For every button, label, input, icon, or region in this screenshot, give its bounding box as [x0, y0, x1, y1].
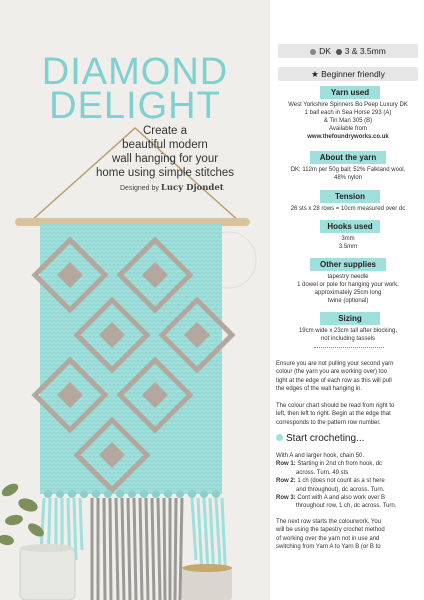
subtitle-line: home using simple stitches — [95, 167, 235, 179]
supply-line: 1 dowel or pole for hanging your work, — [297, 282, 399, 288]
para-line: switching from Yarn A to Yarn B (or B to — [276, 544, 381, 551]
about-yarn-line: 48% nylon — [333, 175, 363, 181]
note-paragraph — [276, 360, 424, 394]
other-supplies-heading: Other supplies — [310, 258, 386, 271]
para-line: colour (the yarn you are working over) too — [276, 369, 388, 376]
bullet-icon — [276, 434, 283, 441]
supply-line: twine (optional) — [327, 298, 369, 304]
designer-byline — [120, 183, 224, 193]
instructions — [276, 452, 424, 511]
para-line: the edges of the wall hanging in. — [276, 386, 363, 393]
title-line-2: DELIGHT — [49, 85, 221, 127]
para-line: The colour chart should be read from right to — [276, 403, 395, 409]
supply-line: approximately 25cm long — [314, 290, 382, 296]
subtitle-line: Create a — [142, 125, 188, 137]
instr-line: and throughout), dc across. Turn. — [296, 486, 385, 493]
glass-jar — [20, 548, 75, 600]
para-line: will be using the tapestry crochet method — [276, 527, 385, 534]
designer-name: Lucy Djondet — [160, 183, 224, 193]
hook-sizes-label: 3 & 3.5mm — [344, 46, 386, 56]
para-line: tight at the edge of each row as this will pull — [276, 377, 392, 384]
para-line: The next row starts the colourwork. You — [276, 519, 382, 525]
weight-label: DK — [319, 46, 331, 56]
instr-line: throughout row, 1 ch, dc across. Turn. — [296, 503, 397, 510]
subtitle-line: beautiful modern — [122, 139, 208, 151]
instr-line: Row 2: 1 ch (does not count as a st here — [276, 478, 385, 485]
title-line-1: DIAMOND — [41, 51, 229, 93]
sizing-line: not including tassels — [320, 336, 376, 342]
start-crocheting-heading — [276, 433, 364, 444]
colourwork-paragraph — [276, 518, 424, 552]
sizing-line: 19cm wide x 23cm tall after blocking, — [298, 328, 398, 334]
subtitle-line: wall hanging for your — [111, 153, 219, 165]
about-yarn-heading: About the yarn — [310, 151, 386, 164]
star-icon: ★ — [311, 69, 319, 79]
info-column — [270, 0, 424, 600]
divider — [314, 347, 384, 348]
yarn-used-heading: Yarn used — [320, 86, 380, 99]
para-line: corresponds to the pattern row number. — [276, 419, 381, 426]
weight-hook-badge — [278, 44, 418, 58]
supply-line: tapestry needle — [327, 274, 369, 280]
yarn-line: Available from — [329, 126, 367, 132]
hook-size: 3mm — [341, 236, 355, 242]
hooks-used-heading: Hooks used — [320, 220, 380, 233]
tension-heading: Tension — [320, 190, 380, 203]
sizing-heading: Sizing — [320, 312, 380, 325]
yarn-weight-icon — [310, 49, 316, 55]
para-line: Ensure you are not pulling your second yarn — [276, 361, 394, 367]
chart-note-paragraph — [276, 402, 424, 427]
level-label: Beginner friendly — [321, 69, 385, 79]
instr-line: Row 1: Starting in 2nd ch from hook, dc — [276, 461, 383, 468]
supplier-link[interactable]: www.thefoundryworks.co.uk — [307, 134, 389, 140]
yarn-line: 1 ball each in Sea Horse 293 (A) — [304, 110, 392, 116]
hook-size: 3.5mm — [338, 244, 358, 250]
tension-text: 26 sts x 28 rows = 10cm measured over dc — [290, 206, 406, 212]
byline-prefix: Designed by — [120, 185, 159, 192]
instr-line: Row 3: Cont with A and also work over B — [276, 495, 386, 502]
candle-pot — [182, 568, 232, 600]
instr-line: across. Turn. 49 sts — [296, 469, 349, 476]
para-line: left, then left to right. Begin at the edge that — [276, 411, 391, 418]
yarn-line: & Tin Man 305 (B) — [323, 118, 373, 124]
about-yarn-line: DK; 112m per 50g ball; 52% Falkland wool, — [290, 167, 406, 173]
start-heading-text: Start crocheting... — [286, 433, 365, 444]
instr-line: With A and larger hook, chain 50. — [276, 453, 365, 459]
para-line: of working over the yarn not in use and — [276, 535, 380, 542]
level-badge — [278, 67, 418, 81]
hook-icon — [336, 49, 342, 55]
yarn-line: West Yorkshire Spinners Bo Peep Luxury DK — [288, 102, 408, 108]
